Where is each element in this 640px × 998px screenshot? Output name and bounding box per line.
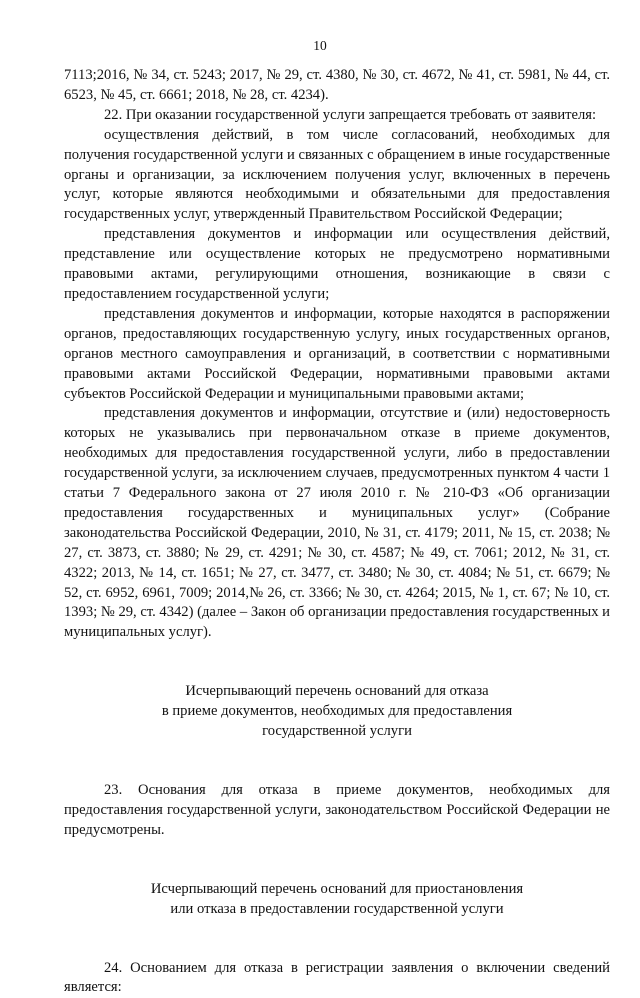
section-heading-refusal-acceptance — [64, 682, 610, 742]
section-heading-line: в приеме документов, необходимых для предоставления — [161, 703, 513, 720]
section-heading-line: Исчерпывающий перечень оснований для отказа — [185, 683, 489, 700]
paragraph-23: 23. Основания для отказа в приеме документов, необходимых для предоставления государственной услуги, законодательством Российской Федерации не предусмотрены. — [64, 782, 610, 838]
paragraph-22-item-2: представления документов и информации или осуществления действий, представление или осуществление которых не предусмотрено нормативными правовыми актами, регулирующими отношения, возникающие в связи с предоставлением государственной услуги; — [64, 226, 610, 302]
paragraph-24: 24. Основанием для отказа в регистрации заявления о включении сведений является: — [64, 959, 610, 996]
section-heading-suspension — [64, 880, 610, 920]
section-heading-line: или отказа в предоставлении государственной услуги — [170, 900, 504, 917]
paragraph-22-item-3: представления документов и информации, которые находятся в распоряжении органов, предоставляющих государственную услугу, иных государственных органов, органов местного самоуправления и организаций, в соответствии с нормативными правовыми актами Российской Федерации, нормативными правовыми актами субъектов Российской Федерации и муниципальными правовыми актами; — [64, 305, 610, 402]
section-heading-line: государственной услуги — [262, 723, 412, 740]
paragraph-22-item-1: осуществления действий, в том числе согласований, необходимых для получения государственной услуги и связанных с обращением в иные государственные органы и организации, за исключением получения услуг, включенных в перечень услуг, которые являются необходимыми и обязательными для предоставления государственных услуг, утвержденный Правительством Российской Федерации; — [64, 126, 610, 223]
page-number: 10 — [313, 38, 327, 53]
paragraph-22: 22. При оказании государственной услуги запрещается требовать от заявителя: — [104, 106, 597, 123]
document-body — [64, 66, 610, 998]
paragraph-22-item-4: представления документов и информации, отсутствие и (или) недостоверность которых не указывались при первоначальном отказе в приеме документов, необходимых для предоставления государственной услуги, либо в предоставлении государственной услуги, за исключением случаев, предусмотренных пунктом 4 части 1 статьи 7 Федерального закона от 27 июля 2010 г. № 210-ФЗ «Об организации предоставления государственных и муниципальных услуг» (Собрание законодательства Российской Федерации, 2010, № 31, ст. 4179; 2011, № 15, ст. 2038; № 27, ст. 3873, ст. 3880; № 29, ст. 4291; № 30, ст. 4587; № 49, ст. 7061; 2012, № 31, ст. 4322; 2013, № 14, ст. 1651; № 27, ст. 3477, ст. 3480; № 30, ст. 4084; № 51, ст. 6679; № 52, ст. 6952, 6961, 7009; 2014,№ 26, ст. 3366; № 30, ст. 4264; 2015, № 1, ст. 67; № 10, ст. 1393; № 29, ст. 4342) (далее – Закон об организации предоставления государственных и муниципальных услуг). — [64, 405, 610, 641]
section-heading-line: Исчерпывающий перечень оснований для приостановления — [150, 880, 524, 897]
paragraph-continuation: 7113;2016, № 34, ст. 5243; 2017, № 29, ст. 4380, № 30, ст. 4672, № 41, ст. 5981, № 44, ст. 6523, № 45, ст. 6661; 2018, № 28, ст. 4234). — [64, 67, 610, 103]
